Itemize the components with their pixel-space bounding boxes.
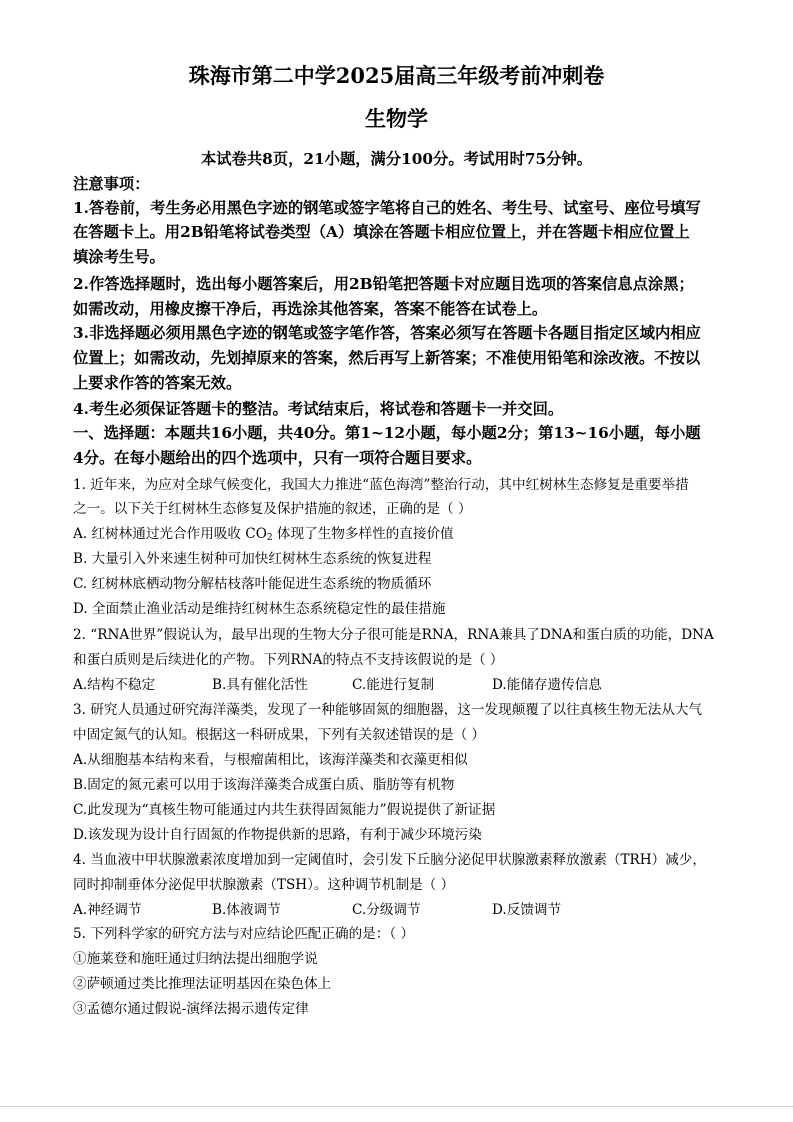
question-4-option-b: B.体液调节 bbox=[212, 902, 281, 918]
subject-title: 生物学 bbox=[365, 106, 428, 131]
question-2-stem: 2. “RNA世界”假说认为，最早出现的生物大分子很可能是RNA，RNA兼具了DNA和蛋白质的功能，DNA bbox=[73, 627, 714, 643]
exam-title: 珠海市第二中学2025届高三年级考前冲刺卷 bbox=[188, 63, 605, 88]
question-2-option-d: D.能储存遗传信息 bbox=[492, 677, 602, 693]
notice-line: 1.答卷前，考生务必用黑色字迹的钢笔或签字笔将自己的姓名、考生号、试室号、座位号填写 bbox=[73, 199, 701, 217]
notice-line: 在答题卡上。用2B铅笔将试卷类型（A）填涂在答题卡相应位置上，并在答题卡相应位置上 bbox=[73, 223, 690, 241]
question-2-stem: 和蛋白质则是后续进化的产物。下列RNA的特点不支持该假说的是（ ） bbox=[73, 652, 504, 668]
question-5-item: ③孟德尔通过假说-演绎法揭示遗传定律 bbox=[73, 1001, 309, 1017]
section-heading: 4分。在每小题给出的四个选项中，只有一项符合题目要求。 bbox=[73, 449, 482, 467]
question-2-option-c: C.能进行复制 bbox=[352, 677, 435, 693]
page-bottom-divider bbox=[0, 1106, 793, 1107]
question-3-option-a: A.从细胞基本结构来看，与根瘤菌相比，该海洋藻类和衣藻更相似 bbox=[73, 752, 468, 768]
notice-heading: 注意事项： bbox=[73, 175, 150, 193]
question-1-option-c: C. 红树林底栖动物分解枯枝落叶能促进生态系统的物质循环 bbox=[73, 576, 432, 592]
question-5-item: ①施莱登和施旺通过归纳法提出细胞学说 bbox=[73, 951, 318, 967]
notice-line: 上要求作答的答案无效。 bbox=[73, 374, 242, 392]
notice-line: 位置上；如需改动，先划掉原来的答案，然后再写上新答案；不准使用铅笔和涂改液。不按以 bbox=[73, 349, 701, 367]
notice-line: 填涂考生号。 bbox=[73, 248, 165, 266]
question-1-option-d: D. 全面禁止渔业活动是维持红树林生态系统稳定性的最佳措施 bbox=[73, 601, 446, 617]
question-1-option-b: B. 大量引入外来速生树种可加快红树林生态系统的恢复进程 bbox=[73, 551, 432, 567]
exam-info: 本试卷共8页，21小题，满分100分。考试用时75分钟。 bbox=[200, 150, 593, 168]
notice-line: 3.非选择题必须用黑色字迹的钢笔或签字笔作答，答案必须写在答题卡各题目指定区域内相应 bbox=[73, 324, 701, 342]
question-4-option-a: A.神经调节 bbox=[73, 902, 142, 918]
question-3-option-d: D.该发现为设计自行固氮的作物提供新的思路，有利于减少环境污染 bbox=[73, 827, 482, 843]
question-5-item: ②萨顿通过类比推理法证明基因在染色体上 bbox=[73, 976, 332, 992]
question-3-option-c: C.此发现为“真核生物可能通过内共生获得固氮能力”假说提供了新证据 bbox=[73, 802, 496, 818]
question-4-option-d: D.反馈调节 bbox=[492, 902, 562, 918]
question-4-option-c: C.分级调节 bbox=[352, 902, 421, 918]
section-heading: 一、选择题：本题共16小题，共40分。第1~12小题，每小题2分；第13~16小题，每小题 bbox=[73, 424, 701, 442]
question-3-option-b: B.固定的氮元素可以用于该海洋藻类合成蛋白质、脂肪等有机物 bbox=[73, 777, 455, 793]
question-1-option-a: A. 红树林通过光合作用吸收 $CO_2$ 体现了生物多样性的直接价值 bbox=[73, 526, 454, 543]
question-2-option-a: A.结构不稳定 bbox=[73, 677, 156, 693]
question-5-stem: 5. 下列科学家的研究方法与对应结论匹配正确的是：（ ） bbox=[73, 926, 415, 942]
question-3-stem: 3. 研究人员通过研究海洋藻类，发现了一种能够固氮的细胞器，这一发现颠覆了以往真核生物无法从大气 bbox=[73, 702, 703, 718]
question-2-option-b: B.具有催化活性 bbox=[212, 677, 308, 693]
question-1-stem: 之一。以下关于红树林生态修复及保护措施的叙述，正确的是（ ） bbox=[73, 501, 472, 517]
question-1-stem: 1. 近年来，为应对全球气候变化，我国大力推进“蓝色海湾”整治行动，其中红树林生态修复是重要举措 bbox=[73, 477, 689, 493]
notice-line: 2.作答选择题时，选出每小题答案后，用2B铅笔把答题卡对应题目选项的答案信息点涂黑； bbox=[73, 275, 694, 293]
question-3-stem: 中固定氮气的认知。根据这一科研成果，下列有关叙述错误的是（ ） bbox=[73, 727, 486, 743]
question-4-stem: 4. 当血液中甲状腺激素浓度增加到一定阈值时，会引发下丘脑分泌促甲状腺激素释放激素（TRH）减少， bbox=[73, 852, 706, 868]
notice-line: 如需改动，用橡皮擦干净后，再选涂其他答案，答案不能答在试卷上。 bbox=[73, 300, 548, 318]
notice-line: 4.考生必须保证答题卡的整洁。考试结束后，将试卷和答题卡一并交回。 bbox=[73, 400, 564, 418]
question-4-stem: 同时抑制垂体分泌促甲状腺激素（TSH）。这种调节机制是（ ） bbox=[73, 877, 455, 893]
